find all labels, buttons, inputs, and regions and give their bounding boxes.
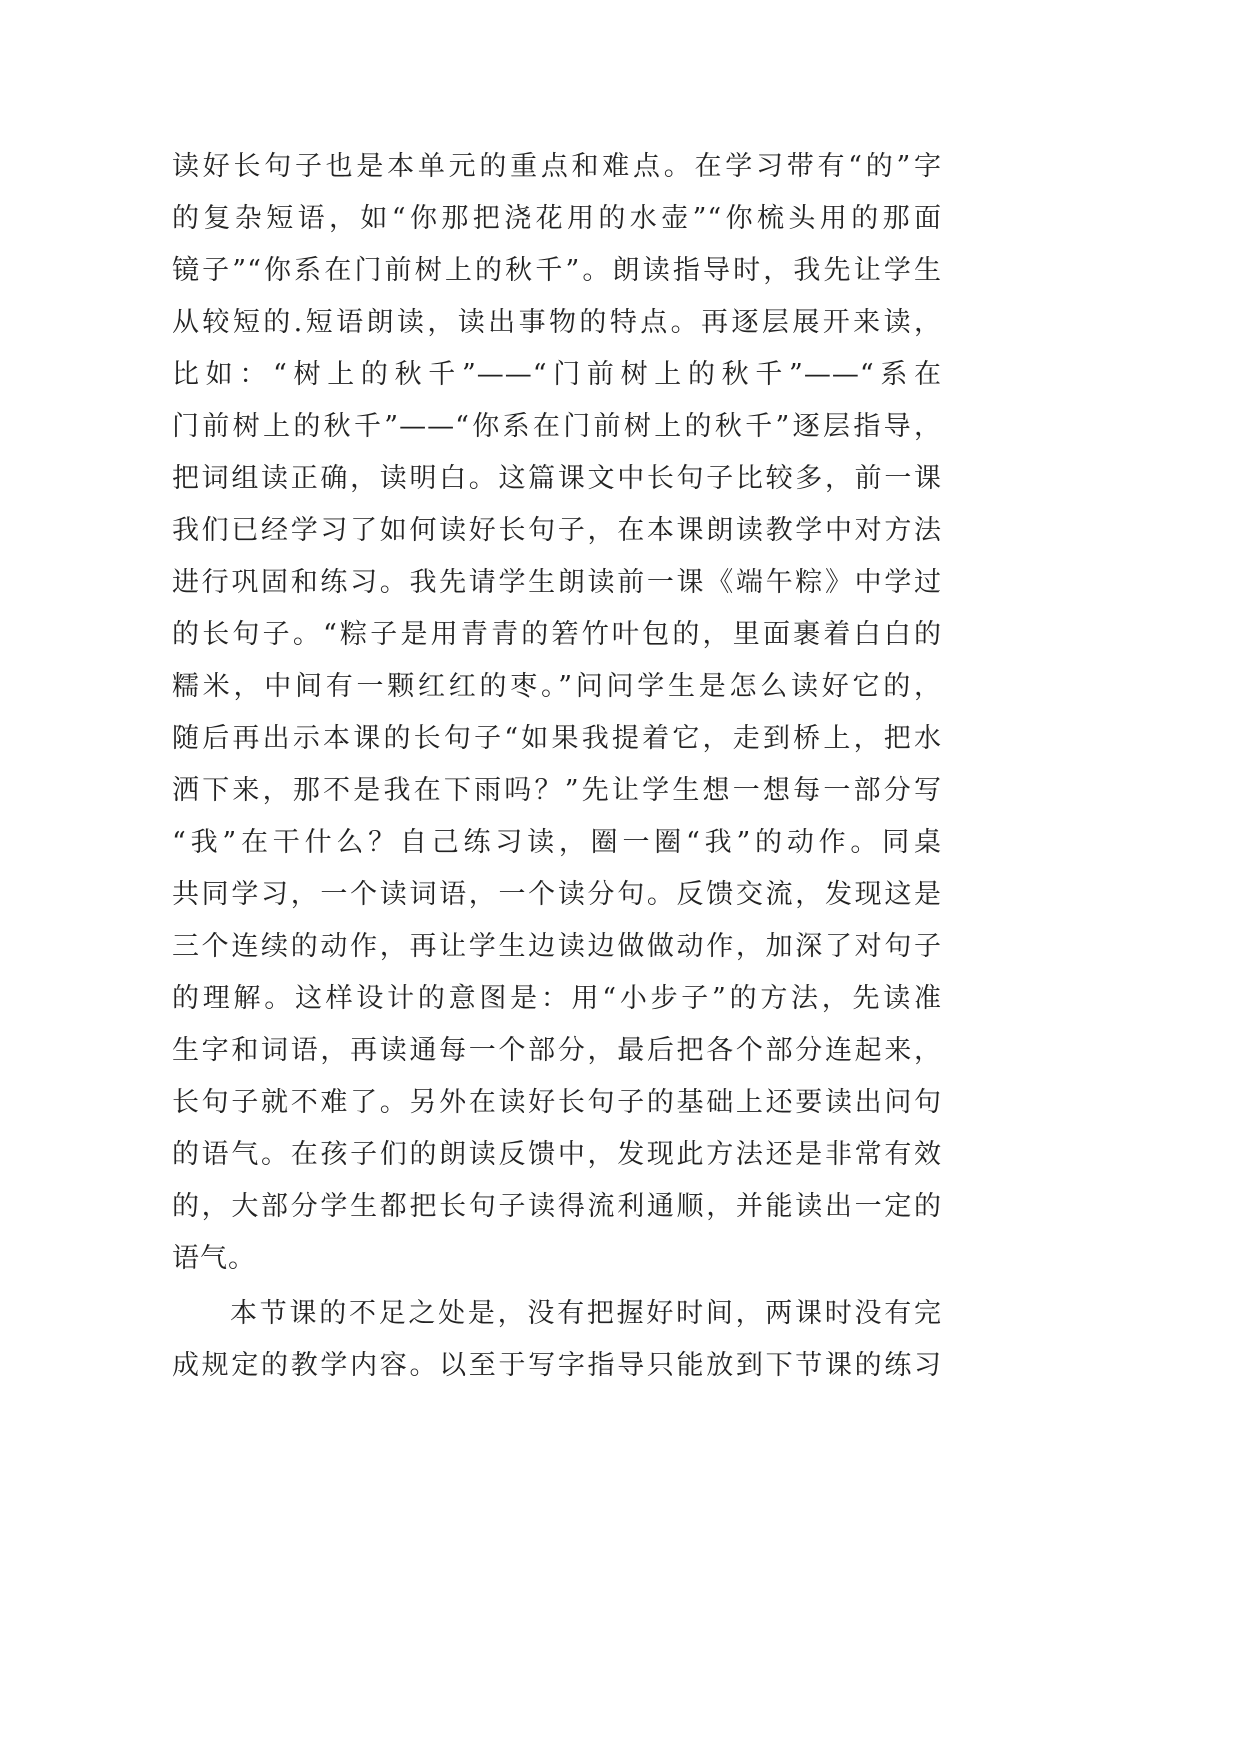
text-line: 三个连续的动作，再让学生边读边做做动作，加深了对句子 (172, 931, 942, 962)
text-line: 读好长句子也是本单元的重点和难点。在学习带有“的”字 (172, 151, 942, 182)
text-line: 的，大部分学生都把长句子读得流利通顺，并能读出一定的 (172, 1191, 942, 1222)
text-line: 的长句子。“粽子是用青青的箬竹叶包的，里面裹着白白的 (172, 619, 942, 650)
text-line: 生字和词语，再读通每一个部分，最后把各个部分连起来， (172, 1035, 942, 1066)
text-line: “我”在干什么？自己练习读，圈一圈“我”的动作。同桌 (172, 827, 942, 858)
text-line: 的理解。这样设计的意图是：用“小步子”的方法，先读准 (172, 983, 942, 1014)
text-line: 我们已经学习了如何读好长句子，在本课朗读教学中对方法 (172, 515, 942, 546)
text-line: 随后再出示本课的长句子“如果我提着它，走到桥上，把水 (172, 723, 942, 754)
text-line: 成规定的教学内容。以至于写字指导只能放到下节课的练习 (172, 1350, 942, 1381)
text-line: 把词组读正确，读明白。这篇课文中长句子比较多，前一课 (172, 463, 942, 494)
text-line: 进行巩固和练习。我先请学生朗读前一课《端午粽》中学过 (172, 567, 942, 598)
text-line: 共同学习，一个读词语，一个读分句。反馈交流，发现这是 (172, 879, 942, 910)
paragraph (172, 141, 942, 1285)
text-line: 语气。 (172, 1243, 256, 1274)
document-body (172, 141, 942, 1392)
text-line: 镜子”“你系在门前树上的秋千”。朗读指导时，我先让学生 (172, 255, 942, 286)
text-line: 洒下来，那不是我在下雨吗？”先让学生想一想每一部分写 (172, 775, 942, 806)
paragraph (172, 1288, 942, 1392)
text-line: 门前树上的秋千”——“你系在门前树上的秋千”逐层指导， (172, 411, 942, 442)
text-line: 长句子就不难了。另外在读好长句子的基础上还要读出问句 (172, 1087, 942, 1118)
text-line: 从较短的.短语朗读，读出事物的特点。再逐层展开来读， (172, 307, 942, 338)
text-line: 的语气。在孩子们的朗读反馈中，发现此方法还是非常有效 (172, 1139, 942, 1170)
text-line: 比如：“树上的秋千”——“门前树上的秋千”——“系在 (172, 359, 942, 390)
text-line: 糯米，中间有一颗红红的枣。”问问学生是怎么读好它的， (172, 671, 942, 702)
text-line: 本节课的不足之处是，没有把握好时间，两课时没有完 (230, 1298, 942, 1329)
text-line: 的复杂短语，如“你那把浇花用的水壶”“你梳头用的那面 (172, 203, 942, 234)
